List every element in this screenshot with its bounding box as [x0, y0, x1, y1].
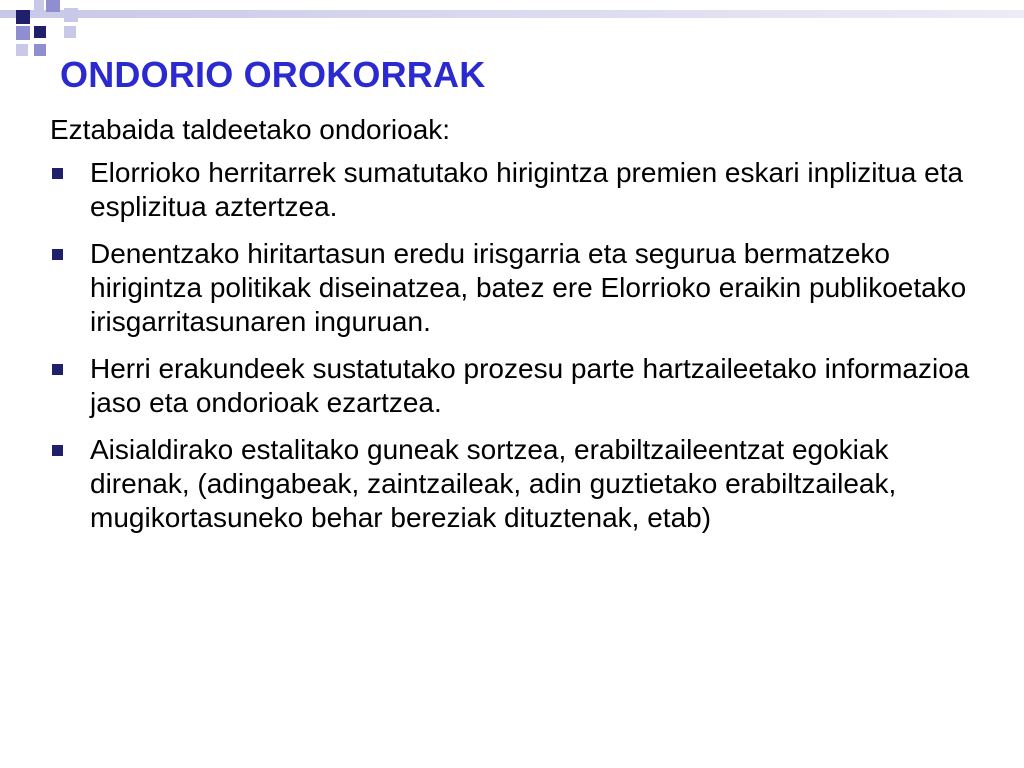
decor-square — [16, 44, 28, 56]
decor-square — [34, 0, 44, 12]
bullet-item — [50, 352, 990, 420]
decor-square — [34, 44, 46, 56]
bullet-text: Aisialdirako estalitako guneak sortzea, erabiltzaileentzat egokiak direnak, (adingabeak, zaintzaileak, adin guztietako erabiltzaileak, mugikortasuneko behar bereziak dituztenak, etab) — [90, 434, 897, 533]
square-bullet-icon — [52, 249, 63, 260]
slide-content — [50, 112, 990, 548]
decor-square — [34, 26, 46, 38]
decor-square — [16, 26, 30, 40]
decor-square — [64, 26, 76, 38]
bullet-item — [50, 433, 990, 535]
decor-square — [46, 0, 60, 12]
bullet-item — [50, 237, 990, 339]
bullet-text: Denentzako hiritartasun eredu irisgarria eta segurua bermatzeko hirigintza politikak diseinatzea, batez ere Elorrioko eraikin publikoetako irisgarritasunaren inguruan. — [90, 238, 967, 337]
decor-square — [16, 10, 30, 24]
bullet-text: Herri erakundeek sustatutako prozesu parte hartzaileetako informazioa jaso eta ondorioak ezartzea. — [90, 353, 970, 418]
bullet-item — [50, 156, 990, 224]
intro-text: Eztabaida taldeetako ondorioak: — [50, 114, 451, 145]
bullet-text: Elorrioko herritarrek sumatutako hirigintza premien eskari inplizitua eta esplizitua aztertzea. — [90, 157, 964, 222]
square-bullet-icon — [52, 168, 63, 179]
decor-square — [64, 8, 78, 22]
header-rule — [0, 10, 1024, 18]
square-bullet-icon — [52, 445, 63, 456]
slide-title: ONDORIO OROKORRAK — [60, 54, 486, 95]
bullet-list — [50, 156, 990, 535]
square-bullet-icon — [52, 364, 63, 375]
